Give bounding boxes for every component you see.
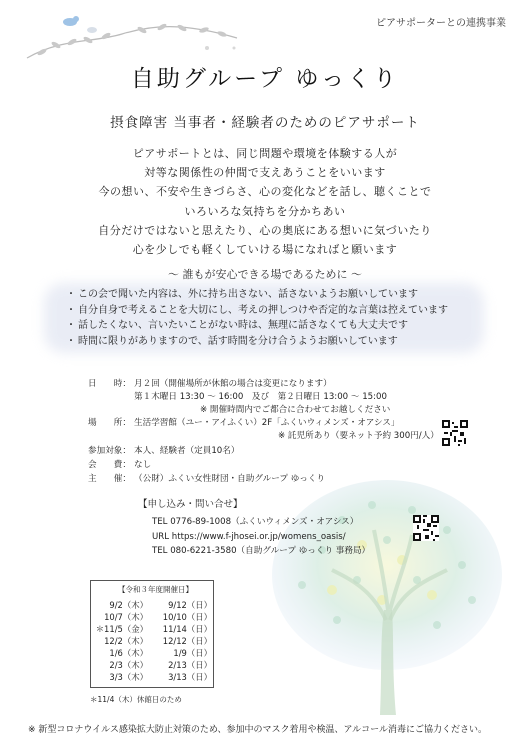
schedule-label: 日 時： [88, 379, 131, 389]
page-subtitle: 摂食障害 当事者・経験者のためのピアサポート [110, 115, 420, 131]
rule-item: ・ 話したくない、言いたいことがない時は、無理に話さなくても大丈夫です [66, 320, 408, 332]
covid-notice: ※ 新型コロナウイルス感染拡大防止対策のため、参加中のマスク着用や検温、アルコール消毒にご協力ください。 [28, 725, 487, 735]
date-row: 3/3（木） 3/13（日） [109, 672, 212, 682]
intro-line: 今の想い、不安や生きづらさ、心の変化などを話し、聴くことで [98, 185, 432, 199]
contact-heading: 【申し込み・問い合せ】 [138, 499, 243, 510]
schedule-note: ※ 開催時間内でご都合に合わせてお越しください [200, 405, 391, 415]
date-row: ＊11/5（金） 11/14（日） [95, 624, 212, 634]
host-value: （公財）ふくい女性財団・自助グループ ゆっくり [134, 474, 326, 484]
vine-decoration [22, 8, 262, 68]
rule-item: ・ 時間に限りがありますので、話す時間を分け合うようお願いしています [66, 335, 398, 347]
qr-code-reservation[interactable] [442, 420, 468, 446]
rule-item: ・ 自分自身で考えることを大切にし、考えの押しつけや否定的な言葉は控えています [66, 304, 448, 316]
dates-title: 【令和３年度開催日】 [118, 585, 193, 594]
intro-line: いろいろな気持ちを分かちあい [184, 204, 346, 218]
place-value: 生活学習館（ユー・アイふくい）2F「ふくいウィメンズ・オアシス」 [134, 418, 400, 428]
program-tagline: ピアサポーターとの連携事業 [376, 18, 506, 29]
date-row: 9/2（木） 9/12（日） [109, 600, 212, 610]
contact-tel-office[interactable]: TEL 080-6221-3580（自助グループ ゆっくり 事務局） [152, 546, 371, 556]
closed-day-note: ＊11/4（木）休館日のため [90, 695, 182, 704]
intro-line: 心を少しでも軽くしていける場になればと願います [132, 242, 398, 256]
tree-illustration [262, 470, 512, 720]
qr-code-contact[interactable] [413, 515, 439, 541]
rules-heading: ～ 誰もが安心できる場であるために ～ [168, 268, 362, 281]
page-title: 自助グループ ゆっくり [130, 66, 400, 92]
date-row: 1/6（木） 1/9（日） [109, 648, 212, 658]
contact-info [152, 515, 370, 559]
date-row: 2/3（木） 2/13（日） [109, 660, 212, 670]
intro-line: ピアサポートとは、同じ問題や環境を体験する人が [132, 147, 398, 160]
dates-table [92, 599, 212, 683]
childcare-note: ※ 託児所あり（要ネット予約 300円/人） [278, 431, 439, 441]
schedule-value: 月２回（開催場所が休館の場合は変更になります） [134, 379, 332, 389]
bird-icon [63, 16, 79, 26]
contact-tel-oasis[interactable]: TEL 0776-89-1008（ふくいウィメンズ・オアシス） [152, 517, 359, 527]
intro-text [0, 144, 530, 259]
intro-line: 自分だけではないと思えたり、心の奥底にある想いに気づいたり [98, 223, 432, 237]
target-value: 本人、経験者（定員10名） [134, 446, 240, 456]
contact-url[interactable]: URL https://www.f-jhosei.or.jp/womens_oasis/ [152, 531, 346, 542]
place-label: 場 所： [88, 418, 131, 428]
fee-label: 会 費： [88, 460, 131, 470]
rule-item: ・ この会で聞いた内容は、外に持ち出さない、話さないようお願いしています [66, 289, 418, 300]
host-label: 主 催： [88, 474, 131, 484]
target-label: 参加対象： [88, 446, 131, 456]
intro-line: 対等な関係性の仲間で支えあうことをいいます [144, 166, 386, 180]
date-row: 12/2（木） 12/12（日） [104, 636, 212, 646]
schedule-days: 第１木曜日 13:30 ～ 16:00 及び 第２日曜日 13:00 ～ 15:00 [134, 392, 387, 402]
rules-list [66, 287, 448, 349]
fee-value: なし [134, 460, 152, 470]
bird-icon [87, 27, 97, 33]
event-info [88, 378, 488, 493]
date-row: 10/7（木） 10/10（日） [104, 612, 212, 622]
